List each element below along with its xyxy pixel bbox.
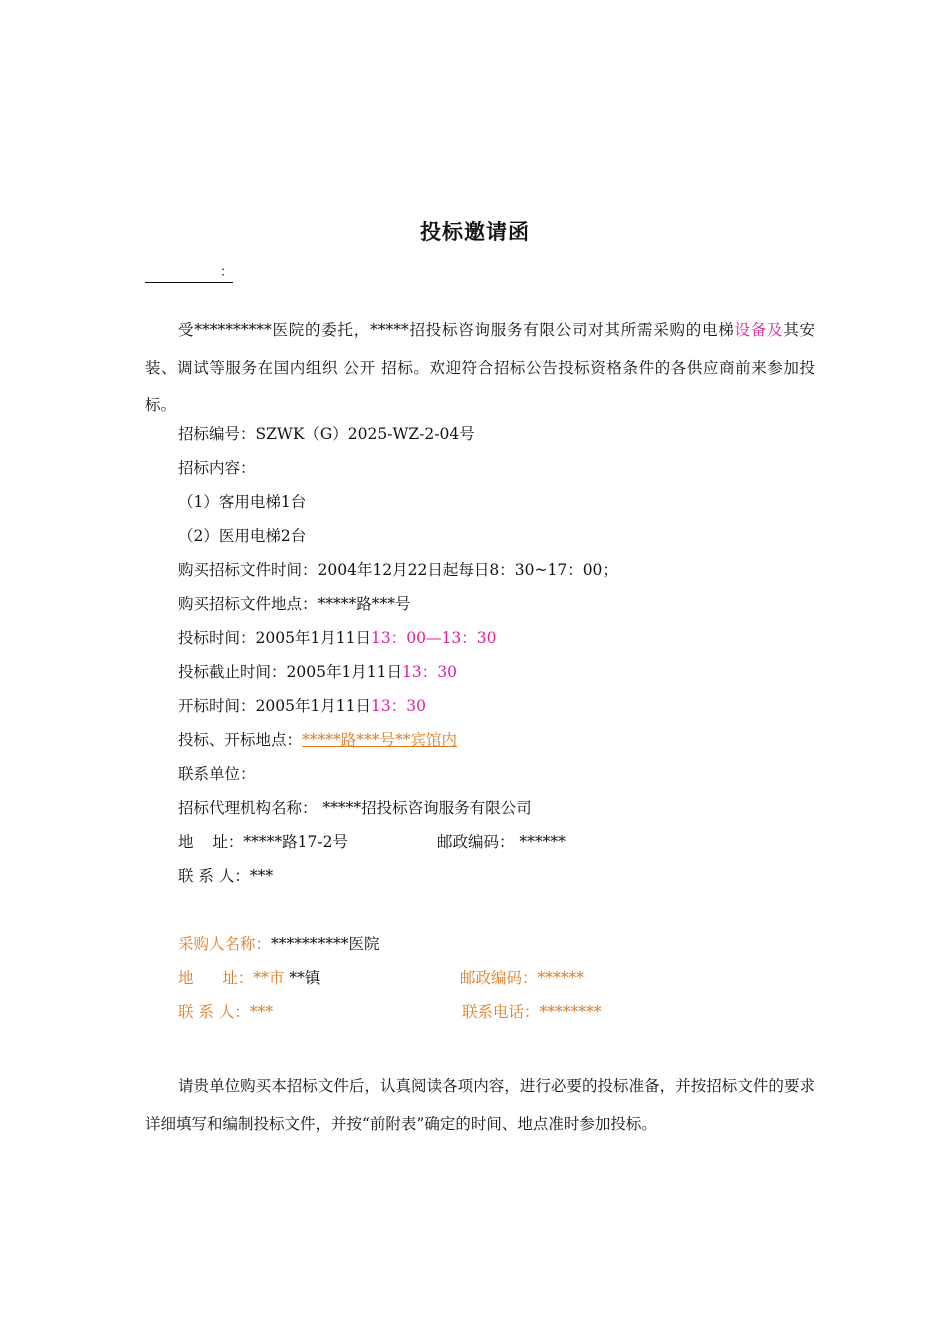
purchaser-postcode: 邮政编码：****** — [460, 969, 585, 987]
deadline-prefix: 投标截止时间：2005年1月11日 — [178, 663, 403, 681]
intro-part1: 受**********医院的委托，*****招投标咨询服务有限公司对其所需采购的电梯 — [178, 321, 735, 339]
opening-time-value: 13：30 — [371, 697, 426, 715]
intro-highlight: 设备及 — [734, 321, 784, 339]
agency-contact: 联 系 人：*** — [178, 867, 274, 885]
purchaser-address-value: **镇 — [289, 969, 321, 987]
purchaser-phone: 联系电话：******** — [462, 1003, 602, 1021]
content-label: 招标内容： — [178, 459, 256, 477]
opening-time — [178, 696, 426, 716]
agency-postcode: 邮政编码： ****** — [437, 833, 566, 851]
purchaser-address — [178, 968, 320, 988]
agency-address: 地 址：*****路17-2号 — [178, 833, 348, 851]
agency-name: 招标代理机构名称： *****招投标咨询服务有限公司 — [178, 799, 532, 817]
recipient-suffix: ： — [219, 265, 233, 280]
bid-time — [178, 628, 496, 648]
venue — [178, 730, 457, 750]
closing-paragraph: 请贵单位购买本招标文件后，认真阅读各项内容，进行必要的投标准备，并按招标文件的要求详细填写和编制投标文件，并按“前附表”确定的时间、地点准时参加投标。 — [145, 1077, 815, 1133]
purchase-place: 购买招标文件地点：*****路***号 — [178, 595, 411, 613]
item-1: （1）客用电梯1台 — [178, 493, 307, 511]
item-2: （2）医用电梯2台 — [178, 527, 307, 545]
purchase-time: 购买招标文件时间：2004年12月22日起每日8：30~17：00； — [178, 561, 618, 579]
contact-unit: 联系单位： — [178, 765, 256, 783]
purchaser-address-label: 地 址：**市 — [178, 969, 285, 987]
document-title: 投标邀请函 — [420, 220, 530, 244]
deadline-time: 13：30 — [402, 663, 457, 681]
intro-part2: 其安装、调试等服务在国内组织 公开 招标。欢迎符合招标公告投标资格条件的各供应商前来参加投标。 — [145, 321, 815, 414]
intro-paragraph — [145, 312, 815, 425]
bid-time-range: 13：00—13：30 — [371, 629, 497, 647]
bid-deadline — [178, 662, 457, 682]
opening-prefix: 开标时间：2005年1月11日 — [178, 697, 372, 715]
purchaser-contact: 联 系 人：*** — [178, 1003, 274, 1021]
purchaser-name — [178, 934, 380, 954]
purchaser-name-label: 采购人名称： — [178, 935, 272, 953]
bid-number: 招标编号：SZWK（G）2025-WZ-2-04号 — [178, 425, 475, 443]
purchaser-name-value: **********医院 — [271, 935, 380, 953]
recipient-blank — [145, 266, 233, 283]
bid-time-prefix: 投标时间：2005年1月11日 — [178, 629, 372, 647]
venue-prefix: 投标、开标地点： — [178, 731, 303, 749]
venue-place: *****路***号**宾馆内 — [302, 731, 458, 749]
